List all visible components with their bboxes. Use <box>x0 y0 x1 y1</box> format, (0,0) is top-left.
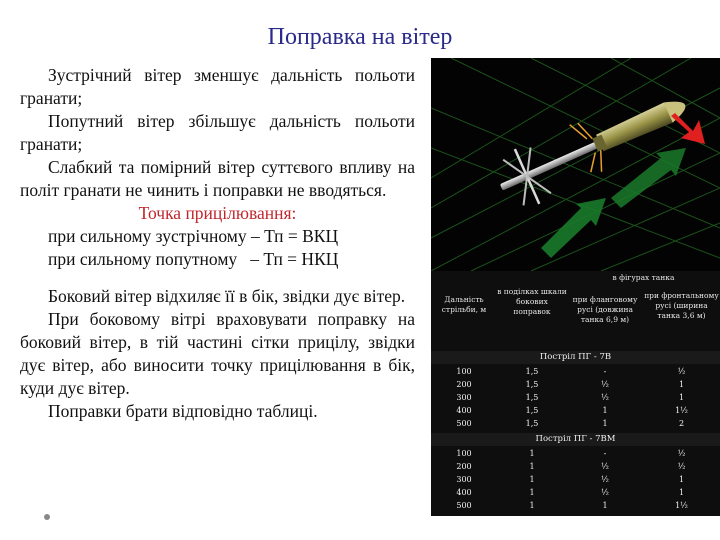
cell-flank: ½ <box>601 488 609 497</box>
cell-frontal: 1 <box>678 488 685 497</box>
cell-flank: ½ <box>601 462 609 471</box>
table-row <box>431 460 720 473</box>
table-row <box>431 391 720 404</box>
aim-point-headwind: при сильному зустрічному – Тп = ВКЦ <box>48 226 339 246</box>
cell-divisions: 1,5 <box>525 380 539 389</box>
cell-frontal: 1 <box>678 393 685 402</box>
cell-range: 300 <box>456 393 472 402</box>
cell-flank: ½ <box>601 393 609 402</box>
table-row <box>431 499 720 512</box>
paragraph-tailwind: Попутний вітер збільшує дальність польоти гранати; <box>20 111 415 154</box>
cell-range: 200 <box>456 462 472 471</box>
cell-flank: ½ <box>601 380 609 389</box>
section-title-pg7vm: Постріл ПГ - 7ВМ <box>431 433 720 446</box>
cell-flank: ½ <box>601 475 609 484</box>
cell-frontal: 1 <box>678 380 685 389</box>
aim-point-tailwind: при сильному попутному – Тп = НКЦ <box>48 249 339 269</box>
paragraph-crosswind-correction: При боковому вітрі враховувати поправку на боковий вітер, в тій частині сітки прицілу, звідки дує вітер, або виносити точку прицілювання в бік, куди дує вітер. <box>20 309 415 398</box>
table-row <box>431 473 720 486</box>
grenade-wind-illustration <box>431 58 720 271</box>
cell-frontal: 1½ <box>675 406 688 415</box>
table-row <box>431 447 720 460</box>
paragraph-use-table: Поправки брати відповідно таблиці. <box>48 401 318 421</box>
paragraph-crosswind: Боковий вітер відхиляє її в бік, звідки дує вітер. <box>48 286 406 306</box>
cell-flank: 1 <box>602 406 608 415</box>
cell-range: 100 <box>456 449 472 458</box>
cell-divisions: 1,5 <box>525 367 539 376</box>
slide-title: Поправка на вітер <box>267 24 453 50</box>
header-range: Дальність стрільби, м <box>441 295 487 314</box>
header-frontal: при фронтальному русі (ширина танка 3,6 м) <box>644 291 719 320</box>
cell-divisions: 1,5 <box>525 406 539 415</box>
cell-range: 500 <box>456 419 472 428</box>
cell-range: 100 <box>456 367 472 376</box>
section-title-pg7v: Постріл ПГ - 7В <box>431 351 720 364</box>
cell-frontal: 2 <box>678 419 685 428</box>
table-row <box>431 365 720 378</box>
table-row <box>431 378 720 391</box>
cell-divisions: 1 <box>529 449 535 458</box>
cell-divisions: 1 <box>529 501 535 510</box>
slide-bullet-dot <box>44 514 50 520</box>
cell-flank: - <box>603 367 607 376</box>
header-flank: при фланговому русі (довжина танка 6,9 м) <box>572 295 638 324</box>
table-row <box>431 486 720 499</box>
cell-frontal: 1½ <box>675 501 688 510</box>
cell-flank: - <box>603 449 607 458</box>
cell-range: 400 <box>456 406 472 415</box>
body-text <box>20 64 415 423</box>
table-row <box>431 417 720 430</box>
cell-range: 200 <box>456 380 472 389</box>
paragraph-weak-wind: Слабкий та помірний вітер суттєвого впливу на політ гранати не чинить і поправки не вводяться. <box>20 157 415 200</box>
header-divisions: в поділках шкали бокових поправок <box>497 287 567 316</box>
cell-frontal: ½ <box>677 462 686 471</box>
grenade-illustration-svg <box>431 58 720 271</box>
cell-flank: 1 <box>602 419 608 428</box>
header-figures: в фігурах танка <box>612 273 675 282</box>
cell-divisions: 1,5 <box>525 393 539 402</box>
cell-range: 400 <box>456 488 472 497</box>
cell-divisions: 1 <box>529 475 535 484</box>
cell-frontal: 1 <box>678 475 685 484</box>
wind-correction-table <box>431 271 720 516</box>
cell-range: 500 <box>456 501 472 510</box>
cell-divisions: 1 <box>529 462 535 471</box>
cell-frontal: ½ <box>677 449 686 458</box>
aim-point-heading: Точка прицілювання: <box>138 203 297 223</box>
paragraph-headwind: Зустрічний вітер зменшує дальність польоти гранати; <box>20 65 415 108</box>
cell-range: 300 <box>456 475 472 484</box>
table-row <box>431 404 720 417</box>
cell-flank: 1 <box>602 501 608 510</box>
cell-divisions: 1,5 <box>525 419 539 428</box>
cell-frontal: ½ <box>677 367 686 376</box>
cell-divisions: 1 <box>529 488 535 497</box>
